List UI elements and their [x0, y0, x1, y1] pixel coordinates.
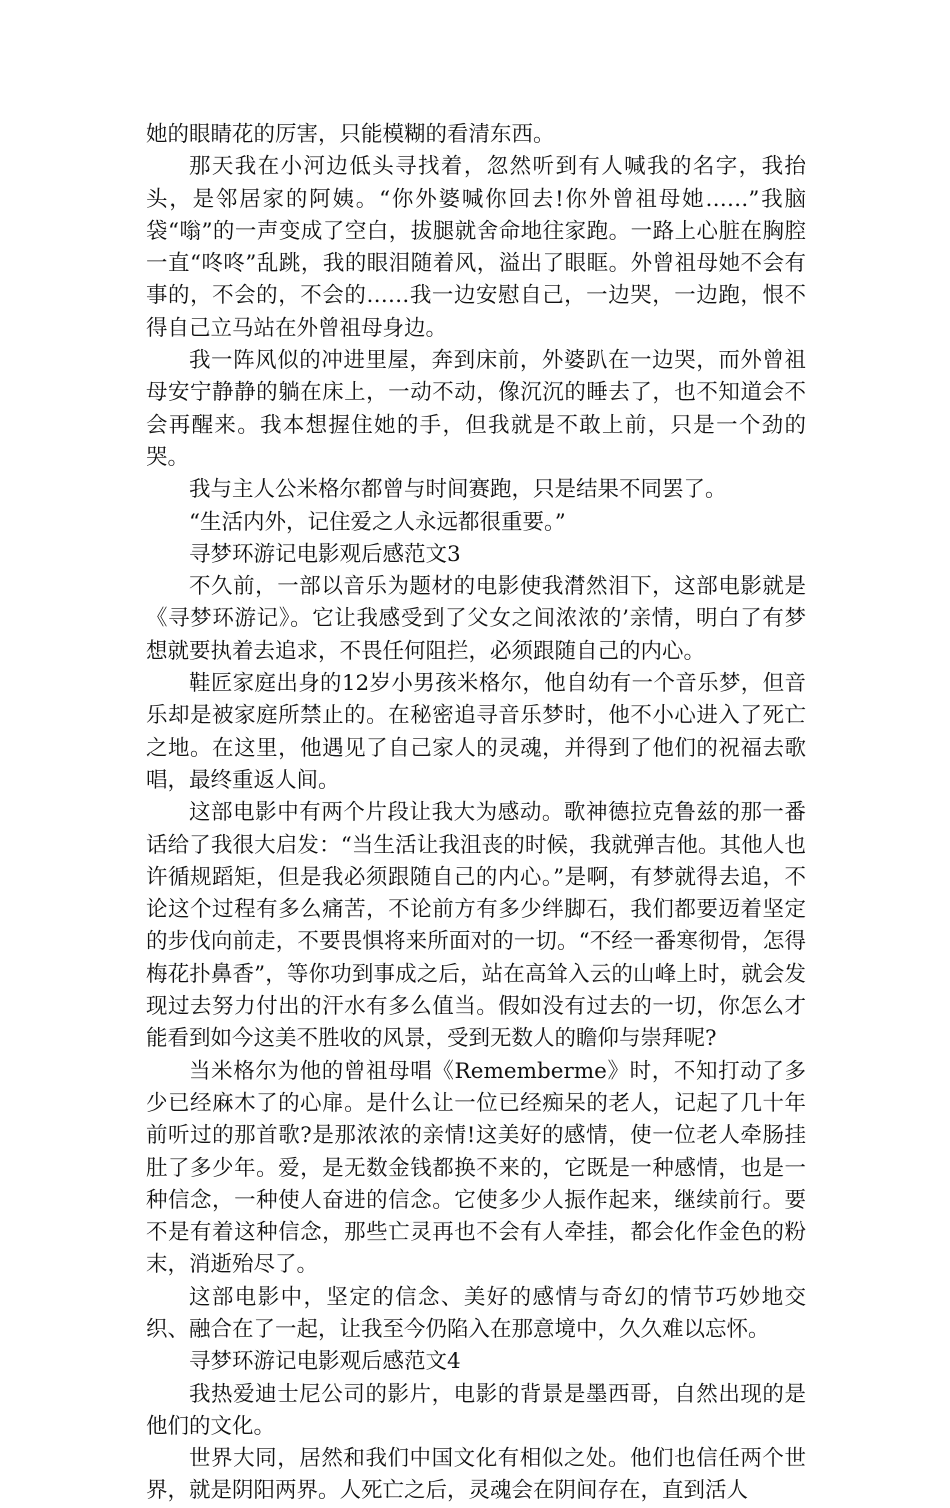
section-heading-3: 寻梦环游记电影观后感范文3	[189, 541, 461, 567]
paragraph: 这部电影中，坚定的信念、美好的感情与奇幻的情节巧妙地交织、融合在了一起，让我至今仍陷入在那意境中，久久难以忘怀。	[146, 1284, 806, 1342]
paragraph: 我热爱迪士尼公司的影片，电影的背景是墨西哥，自然出现的是他们的文化。	[146, 1381, 806, 1439]
section-heading-4: 寻梦环游记电影观后感范文4	[189, 1349, 461, 1375]
paragraph-quote: “生活内外，记住爱之人永远都很重要。”	[189, 509, 566, 535]
paragraph: 我与主人公米格尔都曾与时间赛跑，只是结果不同罢了。	[189, 477, 727, 503]
paragraph: 我一阵风似的冲进里屋，奔到床前，外婆趴在一边哭，而外曾祖母安宁静静的躺在床上，一动不动，像沉沉的睡去了，也不知道会不会再醒来。我本想握住她的手，但我就是不敢上前，只是一个劲的哭。	[146, 348, 806, 470]
paragraph: 那天我在小河边低头寻找着，忽然听到有人喊我的名字，我抬头，是邻居家的阿姨。“你外婆喊你回去!你外曾祖母她……”我脑袋“嗡”的一声变成了空白，拔腿就舍命地往家跑。一路上心脏在胸腔一直“咚咚”乱跳，我的眼泪随着风，溢出了眼眶。外曾祖母她不会有事的，不会的，不会的……我一边安慰自己，一边哭，一边跑，恨不得自己立马站在外曾祖母身边。	[146, 154, 806, 341]
paragraph: 不久前，一部以音乐为题材的电影使我潸然泪下，这部电影就是《寻梦环游记》。它让我感受到了父女之间浓浓的’亲情，明白了有梦想就要执着去追求，不畏任何阻拦，必须跟随自己的内心。	[146, 574, 806, 664]
paragraph-continuation: 她的眼睛花的厉害，只能模糊的看清东西。	[146, 122, 555, 147]
document-body	[146, 119, 806, 1508]
paragraph: 这部电影中有两个片段让我大为感动。歌神德拉克鲁兹的那一番话给了我很大启发：“当生活让我沮丧的时候，我就弹吉他。其他人也许循规蹈矩，但是我必须跟随自己的内心。”是啊，有梦就得去追，不论这个过程有多么痛苦，不论前方有多少绊脚石，我们都要迈着坚定的步伐向前走，不要畏惧将来所面对的一切。“不经一番寒彻骨，怎得梅花扑鼻香”，等你功到事成之后，站在高耸入云的山峰上时，就会发现过去努力付出的汗水有多么值当。假如没有过去的一切，你怎么才能看到如今这美不胜收的风景，受到无数人的瞻仰与崇拜呢?	[146, 800, 806, 1052]
paragraph: 鞋匠家庭出身的12岁小男孩米格尔，他自幼有一个音乐梦，但音乐却是被家庭所禁止的。在秘密追寻音乐梦时，他不小心进入了死亡之地。在这里，他遇见了自己家人的灵魂，并得到了他们的祝福去歌唱，最终重返人间。	[146, 671, 806, 793]
paragraph: 当米格尔为他的曾祖母唱《Rememberme》时，不知打动了多少已经麻木了的心扉。是什么让一位已经痴呆的老人，记起了几十年前听过的那首歌?是那浓浓的亲情!这美好的感情，使一位老人牵肠挂肚了多少年。爱，是无数金钱都换不来的，它既是一种感情，也是一种信念，一种使人奋进的信念。它使多少人振作起来，继续前行。要不是有着这种信念，那些亡灵再也不会有人牵挂，都会化作金色的粉末，消逝殆尽了。	[146, 1058, 806, 1278]
paragraph: 世界大同，居然和我们中国文化有相似之处。他们也信任两个世界，就是阴阳两界。人死亡之后，灵魂会在阴间存在，直到活人	[146, 1446, 806, 1504]
